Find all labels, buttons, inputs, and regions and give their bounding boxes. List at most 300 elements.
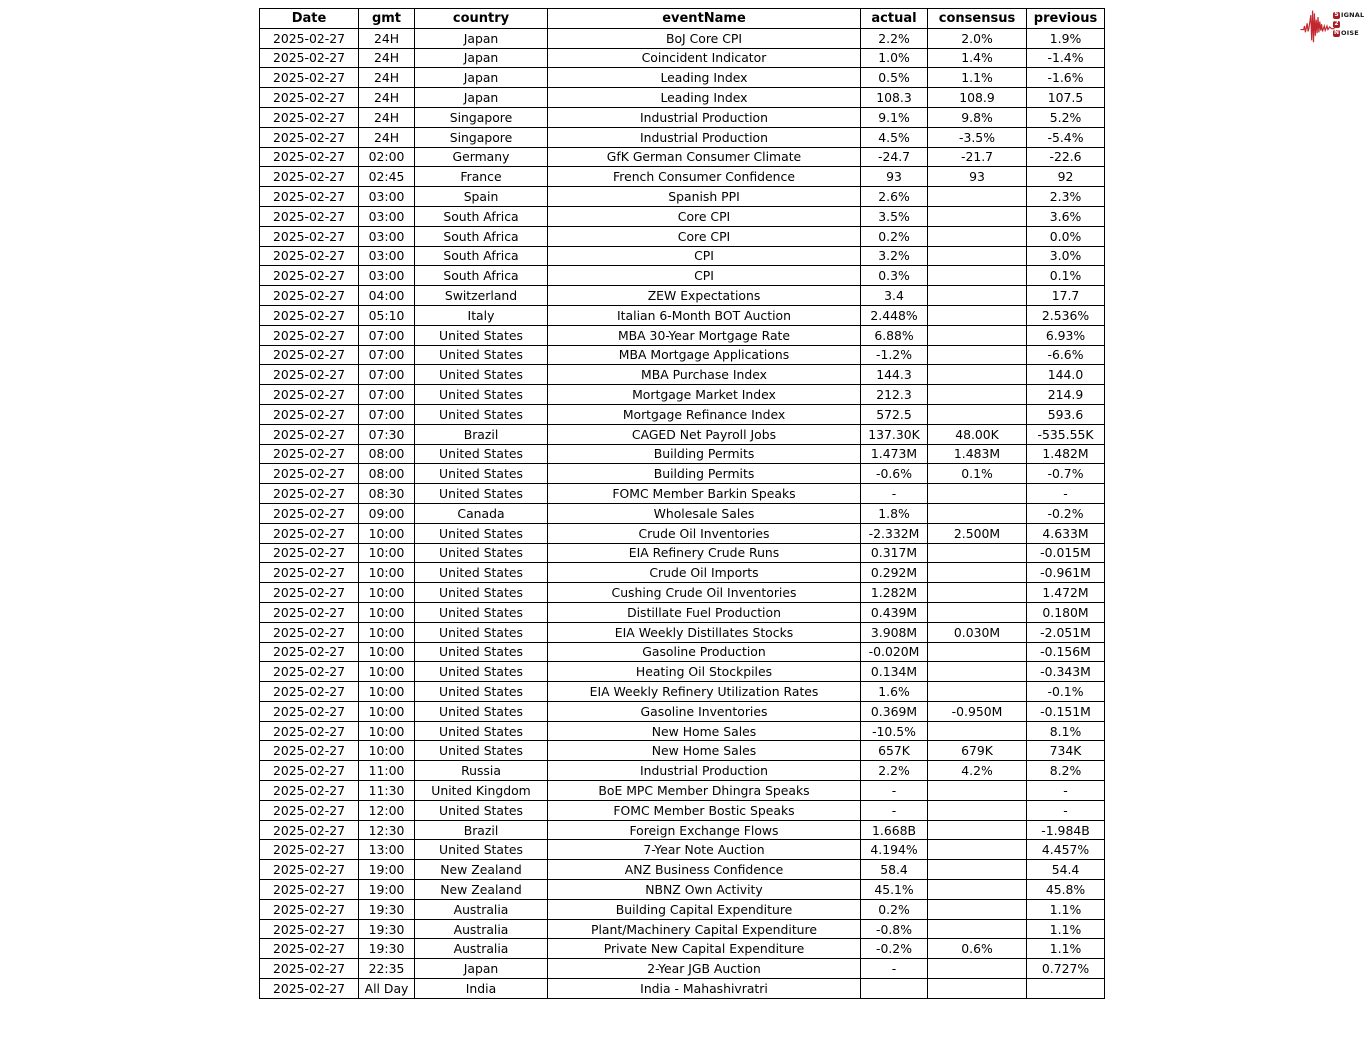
cell-date: 2025-02-27 bbox=[260, 622, 359, 642]
column-header-actual: actual bbox=[861, 9, 928, 29]
column-header-date: Date bbox=[260, 9, 359, 29]
table-row bbox=[260, 325, 1105, 345]
cell-consensus bbox=[928, 959, 1027, 979]
table-row bbox=[260, 939, 1105, 959]
cell-country: Australia bbox=[415, 899, 548, 919]
cell-gmt: 03:00 bbox=[359, 206, 415, 226]
table-row bbox=[260, 899, 1105, 919]
cell-previous: 1.1% bbox=[1027, 919, 1105, 939]
cell-date: 2025-02-27 bbox=[260, 187, 359, 207]
cell-eventname: French Consumer Confidence bbox=[548, 167, 861, 187]
cell-country: United States bbox=[415, 622, 548, 642]
cell-consensus bbox=[928, 721, 1027, 741]
cell-eventname: Spanish PPI bbox=[548, 187, 861, 207]
cell-previous: 92 bbox=[1027, 167, 1105, 187]
cell-gmt: 04:00 bbox=[359, 286, 415, 306]
cell-consensus bbox=[928, 187, 1027, 207]
cell-previous: 5.2% bbox=[1027, 107, 1105, 127]
cell-actual: 3.5% bbox=[861, 206, 928, 226]
cell-previous: 4.457% bbox=[1027, 840, 1105, 860]
cell-country: United States bbox=[415, 325, 548, 345]
cell-previous: 2.3% bbox=[1027, 187, 1105, 207]
cell-gmt: 10:00 bbox=[359, 662, 415, 682]
table-row bbox=[260, 563, 1105, 583]
cell-country: United States bbox=[415, 345, 548, 365]
cell-actual: 137.30K bbox=[861, 424, 928, 444]
cell-date: 2025-02-27 bbox=[260, 305, 359, 325]
cell-consensus: 1.483M bbox=[928, 444, 1027, 464]
cell-actual: 144.3 bbox=[861, 365, 928, 385]
table-row bbox=[260, 979, 1105, 999]
cell-country: South Africa bbox=[415, 206, 548, 226]
table-row bbox=[260, 424, 1105, 444]
cell-country: Brazil bbox=[415, 820, 548, 840]
cell-actual: 0.439M bbox=[861, 602, 928, 622]
cell-eventname: Crude Oil Imports bbox=[548, 563, 861, 583]
cell-gmt: 22:35 bbox=[359, 959, 415, 979]
cell-gmt: 03:00 bbox=[359, 187, 415, 207]
cell-eventname: New Home Sales bbox=[548, 721, 861, 741]
cell-eventname: EIA Refinery Crude Runs bbox=[548, 543, 861, 563]
cell-country: United States bbox=[415, 404, 548, 424]
cell-eventname: GfK German Consumer Climate bbox=[548, 147, 861, 167]
cell-country: France bbox=[415, 167, 548, 187]
cell-consensus: 0.1% bbox=[928, 464, 1027, 484]
cell-date: 2025-02-27 bbox=[260, 28, 359, 48]
cell-eventname: 7-Year Note Auction bbox=[548, 840, 861, 860]
cell-previous: -0.151M bbox=[1027, 701, 1105, 721]
cell-previous: - bbox=[1027, 800, 1105, 820]
table-row bbox=[260, 721, 1105, 741]
cell-gmt: 24H bbox=[359, 107, 415, 127]
cell-actual: 572.5 bbox=[861, 404, 928, 424]
table-row bbox=[260, 860, 1105, 880]
cell-previous: 8.2% bbox=[1027, 761, 1105, 781]
cell-consensus: 679K bbox=[928, 741, 1027, 761]
column-header-consensus: consensus bbox=[928, 9, 1027, 29]
cell-previous: -0.1% bbox=[1027, 682, 1105, 702]
table-row bbox=[260, 761, 1105, 781]
cell-eventname: Industrial Production bbox=[548, 761, 861, 781]
cell-previous: -0.961M bbox=[1027, 563, 1105, 583]
cell-previous: -0.015M bbox=[1027, 543, 1105, 563]
cell-eventname: Foreign Exchange Flows bbox=[548, 820, 861, 840]
cell-actual: 0.317M bbox=[861, 543, 928, 563]
cell-consensus bbox=[928, 246, 1027, 266]
cell-consensus bbox=[928, 682, 1027, 702]
column-header-eventname: eventName bbox=[548, 9, 861, 29]
cell-eventname: Building Capital Expenditure bbox=[548, 899, 861, 919]
table-row bbox=[260, 880, 1105, 900]
cell-eventname: Distillate Fuel Production bbox=[548, 602, 861, 622]
cell-previous: 3.0% bbox=[1027, 246, 1105, 266]
column-header-gmt: gmt bbox=[359, 9, 415, 29]
cell-actual: 93 bbox=[861, 167, 928, 187]
cell-actual: - bbox=[861, 800, 928, 820]
table-row bbox=[260, 919, 1105, 939]
cell-actual: - bbox=[861, 781, 928, 801]
cell-actual: 2.2% bbox=[861, 761, 928, 781]
table-row bbox=[260, 840, 1105, 860]
logo-line-2 bbox=[1333, 20, 1364, 28]
cell-consensus bbox=[928, 781, 1027, 801]
cell-date: 2025-02-27 bbox=[260, 365, 359, 385]
cell-consensus: 1.1% bbox=[928, 68, 1027, 88]
table-row bbox=[260, 226, 1105, 246]
logo-line-signal bbox=[1333, 11, 1364, 19]
cell-date: 2025-02-27 bbox=[260, 919, 359, 939]
cell-consensus bbox=[928, 206, 1027, 226]
cell-country: Japan bbox=[415, 88, 548, 108]
cell-actual: 0.292M bbox=[861, 563, 928, 583]
cell-eventname: Industrial Production bbox=[548, 127, 861, 147]
cell-eventname: Leading Index bbox=[548, 68, 861, 88]
cell-date: 2025-02-27 bbox=[260, 48, 359, 68]
cell-consensus bbox=[928, 662, 1027, 682]
cell-eventname: Leading Index bbox=[548, 88, 861, 108]
cell-date: 2025-02-27 bbox=[260, 503, 359, 523]
cell-consensus: 0.6% bbox=[928, 939, 1027, 959]
cell-date: 2025-02-27 bbox=[260, 325, 359, 345]
table-row bbox=[260, 404, 1105, 424]
cell-gmt: 05:10 bbox=[359, 305, 415, 325]
cell-eventname: Building Permits bbox=[548, 464, 861, 484]
cell-date: 2025-02-27 bbox=[260, 781, 359, 801]
table-row bbox=[260, 800, 1105, 820]
cell-consensus bbox=[928, 860, 1027, 880]
cell-country: Japan bbox=[415, 28, 548, 48]
cell-actual: 6.88% bbox=[861, 325, 928, 345]
cell-country: United States bbox=[415, 484, 548, 504]
cell-eventname: CAGED Net Payroll Jobs bbox=[548, 424, 861, 444]
cell-previous: 54.4 bbox=[1027, 860, 1105, 880]
cell-country: United States bbox=[415, 840, 548, 860]
table-row bbox=[260, 48, 1105, 68]
cell-previous: 6.93% bbox=[1027, 325, 1105, 345]
cell-gmt: 07:00 bbox=[359, 325, 415, 345]
cell-country: United Kingdom bbox=[415, 781, 548, 801]
cell-gmt: 08:30 bbox=[359, 484, 415, 504]
cell-consensus: 1.4% bbox=[928, 48, 1027, 68]
cell-gmt: 03:00 bbox=[359, 226, 415, 246]
table-row bbox=[260, 147, 1105, 167]
table-row bbox=[260, 206, 1105, 226]
cell-gmt: 19:00 bbox=[359, 880, 415, 900]
cell-gmt: 07:00 bbox=[359, 365, 415, 385]
cell-actual bbox=[861, 979, 928, 999]
cell-date: 2025-02-27 bbox=[260, 404, 359, 424]
cell-previous: -0.343M bbox=[1027, 662, 1105, 682]
logo-text-ignal: IGNAL bbox=[1341, 11, 1364, 19]
cell-consensus bbox=[928, 226, 1027, 246]
cell-country: United States bbox=[415, 642, 548, 662]
cell-actual: 1.6% bbox=[861, 682, 928, 702]
cell-gmt: 19:30 bbox=[359, 939, 415, 959]
cell-eventname: MBA 30-Year Mortgage Rate bbox=[548, 325, 861, 345]
cell-country: United States bbox=[415, 563, 548, 583]
cell-eventname: NBNZ Own Activity bbox=[548, 880, 861, 900]
cell-country: South Africa bbox=[415, 226, 548, 246]
cell-gmt: 10:00 bbox=[359, 682, 415, 702]
cell-consensus bbox=[928, 563, 1027, 583]
table-row bbox=[260, 127, 1105, 147]
cell-actual: 212.3 bbox=[861, 385, 928, 405]
cell-eventname: Coincident Indicator bbox=[548, 48, 861, 68]
column-header-previous: previous bbox=[1027, 9, 1105, 29]
cell-gmt: 02:00 bbox=[359, 147, 415, 167]
cell-gmt: 08:00 bbox=[359, 464, 415, 484]
cell-gmt: 12:00 bbox=[359, 800, 415, 820]
cell-consensus: 2.500M bbox=[928, 523, 1027, 543]
cell-actual: 1.282M bbox=[861, 583, 928, 603]
cell-eventname: Cushing Crude Oil Inventories bbox=[548, 583, 861, 603]
table-row bbox=[260, 88, 1105, 108]
cell-date: 2025-02-27 bbox=[260, 563, 359, 583]
cell-eventname: ANZ Business Confidence bbox=[548, 860, 861, 880]
cell-gmt: 10:00 bbox=[359, 721, 415, 741]
cell-previous: -0.2% bbox=[1027, 503, 1105, 523]
cell-previous: -5.4% bbox=[1027, 127, 1105, 147]
cell-previous: -6.6% bbox=[1027, 345, 1105, 365]
cell-gmt: 24H bbox=[359, 127, 415, 147]
cell-country: Australia bbox=[415, 939, 548, 959]
cell-date: 2025-02-27 bbox=[260, 662, 359, 682]
table-row bbox=[260, 68, 1105, 88]
cell-previous: -2.051M bbox=[1027, 622, 1105, 642]
cell-date: 2025-02-27 bbox=[260, 107, 359, 127]
cell-date: 2025-02-27 bbox=[260, 761, 359, 781]
cell-gmt: All Day bbox=[359, 979, 415, 999]
cell-previous: 0.180M bbox=[1027, 602, 1105, 622]
cell-previous: 1.9% bbox=[1027, 28, 1105, 48]
cell-country: United States bbox=[415, 583, 548, 603]
cell-eventname: ZEW Expectations bbox=[548, 286, 861, 306]
cell-gmt: 19:30 bbox=[359, 919, 415, 939]
cell-previous: -1.984B bbox=[1027, 820, 1105, 840]
cell-actual: 4.194% bbox=[861, 840, 928, 860]
cell-gmt: 11:00 bbox=[359, 761, 415, 781]
cell-consensus bbox=[928, 840, 1027, 860]
cell-country: United States bbox=[415, 543, 548, 563]
table-row bbox=[260, 484, 1105, 504]
cell-eventname: EIA Weekly Refinery Utilization Rates bbox=[548, 682, 861, 702]
cell-consensus: -21.7 bbox=[928, 147, 1027, 167]
cell-actual: -0.2% bbox=[861, 939, 928, 959]
logo-line-noise bbox=[1333, 29, 1364, 37]
cell-gmt: 07:00 bbox=[359, 345, 415, 365]
cell-actual: -0.020M bbox=[861, 642, 928, 662]
cell-date: 2025-02-27 bbox=[260, 424, 359, 444]
cell-date: 2025-02-27 bbox=[260, 88, 359, 108]
cell-country: United States bbox=[415, 385, 548, 405]
cell-eventname: Core CPI bbox=[548, 226, 861, 246]
cell-actual: 108.3 bbox=[861, 88, 928, 108]
cell-previous: -22.6 bbox=[1027, 147, 1105, 167]
cell-date: 2025-02-27 bbox=[260, 543, 359, 563]
table-row bbox=[260, 701, 1105, 721]
cell-previous: - bbox=[1027, 484, 1105, 504]
cell-gmt: 03:00 bbox=[359, 246, 415, 266]
cell-date: 2025-02-27 bbox=[260, 642, 359, 662]
table-row bbox=[260, 305, 1105, 325]
cell-date: 2025-02-27 bbox=[260, 682, 359, 702]
cell-consensus bbox=[928, 404, 1027, 424]
cell-consensus bbox=[928, 800, 1027, 820]
cell-eventname: FOMC Member Barkin Speaks bbox=[548, 484, 861, 504]
cell-country: United States bbox=[415, 523, 548, 543]
cell-actual: 657K bbox=[861, 741, 928, 761]
cell-date: 2025-02-27 bbox=[260, 800, 359, 820]
cell-country: United States bbox=[415, 701, 548, 721]
cell-previous: -0.156M bbox=[1027, 642, 1105, 662]
cell-consensus bbox=[928, 543, 1027, 563]
cell-actual: 2.448% bbox=[861, 305, 928, 325]
cell-eventname: BoE MPC Member Dhingra Speaks bbox=[548, 781, 861, 801]
cell-gmt: 19:30 bbox=[359, 899, 415, 919]
cell-previous: 8.1% bbox=[1027, 721, 1105, 741]
cell-eventname: MBA Purchase Index bbox=[548, 365, 861, 385]
cell-actual: -2.332M bbox=[861, 523, 928, 543]
cell-consensus: 9.8% bbox=[928, 107, 1027, 127]
table-row bbox=[260, 286, 1105, 306]
cell-eventname: MBA Mortgage Applications bbox=[548, 345, 861, 365]
cell-gmt: 02:45 bbox=[359, 167, 415, 187]
table-row bbox=[260, 187, 1105, 207]
cell-gmt: 10:00 bbox=[359, 523, 415, 543]
cell-consensus: 108.9 bbox=[928, 88, 1027, 108]
cell-country: Russia bbox=[415, 761, 548, 781]
table-row bbox=[260, 107, 1105, 127]
cell-consensus bbox=[928, 385, 1027, 405]
cell-actual: -24.7 bbox=[861, 147, 928, 167]
cell-country: United States bbox=[415, 365, 548, 385]
cell-previous: 17.7 bbox=[1027, 286, 1105, 306]
cell-date: 2025-02-27 bbox=[260, 286, 359, 306]
cell-previous: -1.6% bbox=[1027, 68, 1105, 88]
cell-eventname: BoJ Core CPI bbox=[548, 28, 861, 48]
cell-previous: 593.6 bbox=[1027, 404, 1105, 424]
cell-eventname: Gasoline Production bbox=[548, 642, 861, 662]
cell-previous: 0.1% bbox=[1027, 266, 1105, 286]
cell-previous: 144.0 bbox=[1027, 365, 1105, 385]
cell-eventname: FOMC Member Bostic Speaks bbox=[548, 800, 861, 820]
logo-badge-2: 2 bbox=[1334, 20, 1339, 27]
table-row bbox=[260, 167, 1105, 187]
cell-gmt: 10:00 bbox=[359, 701, 415, 721]
cell-eventname: 2-Year JGB Auction bbox=[548, 959, 861, 979]
logo-wordmark bbox=[1333, 11, 1364, 37]
cell-actual: 4.5% bbox=[861, 127, 928, 147]
cell-consensus: 93 bbox=[928, 167, 1027, 187]
cell-previous: 1.482M bbox=[1027, 444, 1105, 464]
cell-previous: 734K bbox=[1027, 741, 1105, 761]
cell-previous: 214.9 bbox=[1027, 385, 1105, 405]
cell-actual: -0.8% bbox=[861, 919, 928, 939]
cell-consensus bbox=[928, 602, 1027, 622]
cell-date: 2025-02-27 bbox=[260, 840, 359, 860]
cell-actual: 45.1% bbox=[861, 880, 928, 900]
cell-country: Japan bbox=[415, 68, 548, 88]
cell-date: 2025-02-27 bbox=[260, 939, 359, 959]
cell-eventname: Industrial Production bbox=[548, 107, 861, 127]
table-row bbox=[260, 28, 1105, 48]
cell-consensus bbox=[928, 365, 1027, 385]
cell-eventname: CPI bbox=[548, 266, 861, 286]
cell-consensus bbox=[928, 583, 1027, 603]
cell-date: 2025-02-27 bbox=[260, 721, 359, 741]
cell-gmt: 24H bbox=[359, 68, 415, 88]
cell-date: 2025-02-27 bbox=[260, 127, 359, 147]
cell-date: 2025-02-27 bbox=[260, 959, 359, 979]
cell-gmt: 10:00 bbox=[359, 543, 415, 563]
cell-actual: - bbox=[861, 959, 928, 979]
cell-date: 2025-02-27 bbox=[260, 266, 359, 286]
cell-country: Switzerland bbox=[415, 286, 548, 306]
cell-eventname: Building Permits bbox=[548, 444, 861, 464]
cell-eventname: Heating Oil Stockpiles bbox=[548, 662, 861, 682]
cell-consensus bbox=[928, 642, 1027, 662]
cell-consensus bbox=[928, 305, 1027, 325]
cell-gmt: 08:00 bbox=[359, 444, 415, 464]
table-row bbox=[260, 365, 1105, 385]
logo-badge-n: N bbox=[1333, 29, 1340, 36]
cell-previous: 2.536% bbox=[1027, 305, 1105, 325]
cell-eventname: Core CPI bbox=[548, 206, 861, 226]
cell-date: 2025-02-27 bbox=[260, 385, 359, 405]
table-row bbox=[260, 246, 1105, 266]
cell-previous: 1.1% bbox=[1027, 899, 1105, 919]
cell-eventname: Private New Capital Expenditure bbox=[548, 939, 861, 959]
cell-previous: 107.5 bbox=[1027, 88, 1105, 108]
cell-consensus bbox=[928, 484, 1027, 504]
cell-country: United States bbox=[415, 741, 548, 761]
cell-country: Japan bbox=[415, 48, 548, 68]
cell-consensus bbox=[928, 266, 1027, 286]
cell-actual: 3.4 bbox=[861, 286, 928, 306]
cell-date: 2025-02-27 bbox=[260, 167, 359, 187]
signal2noise-logo bbox=[1300, 4, 1362, 46]
cell-previous: -535.55K bbox=[1027, 424, 1105, 444]
cell-actual: -10.5% bbox=[861, 721, 928, 741]
table-row bbox=[260, 959, 1105, 979]
cell-actual: 0.2% bbox=[861, 226, 928, 246]
table-row bbox=[260, 345, 1105, 365]
cell-date: 2025-02-27 bbox=[260, 701, 359, 721]
cell-country: United States bbox=[415, 464, 548, 484]
cell-country: South Africa bbox=[415, 246, 548, 266]
cell-gmt: 19:00 bbox=[359, 860, 415, 880]
cell-country: United States bbox=[415, 800, 548, 820]
cell-country: United States bbox=[415, 602, 548, 622]
cell-eventname: Plant/Machinery Capital Expenditure bbox=[548, 919, 861, 939]
cell-eventname: CPI bbox=[548, 246, 861, 266]
cell-previous: 3.6% bbox=[1027, 206, 1105, 226]
cell-consensus: -3.5% bbox=[928, 127, 1027, 147]
cell-gmt: 10:00 bbox=[359, 741, 415, 761]
cell-gmt: 03:00 bbox=[359, 266, 415, 286]
cell-country: Singapore bbox=[415, 127, 548, 147]
cell-actual: -1.2% bbox=[861, 345, 928, 365]
cell-previous: 45.8% bbox=[1027, 880, 1105, 900]
cell-date: 2025-02-27 bbox=[260, 880, 359, 900]
cell-consensus bbox=[928, 503, 1027, 523]
signal-waveform-icon bbox=[1300, 7, 1336, 45]
cell-date: 2025-02-27 bbox=[260, 583, 359, 603]
cell-date: 2025-02-27 bbox=[260, 147, 359, 167]
table-row bbox=[260, 642, 1105, 662]
cell-consensus: 4.2% bbox=[928, 761, 1027, 781]
cell-actual: 1.0% bbox=[861, 48, 928, 68]
